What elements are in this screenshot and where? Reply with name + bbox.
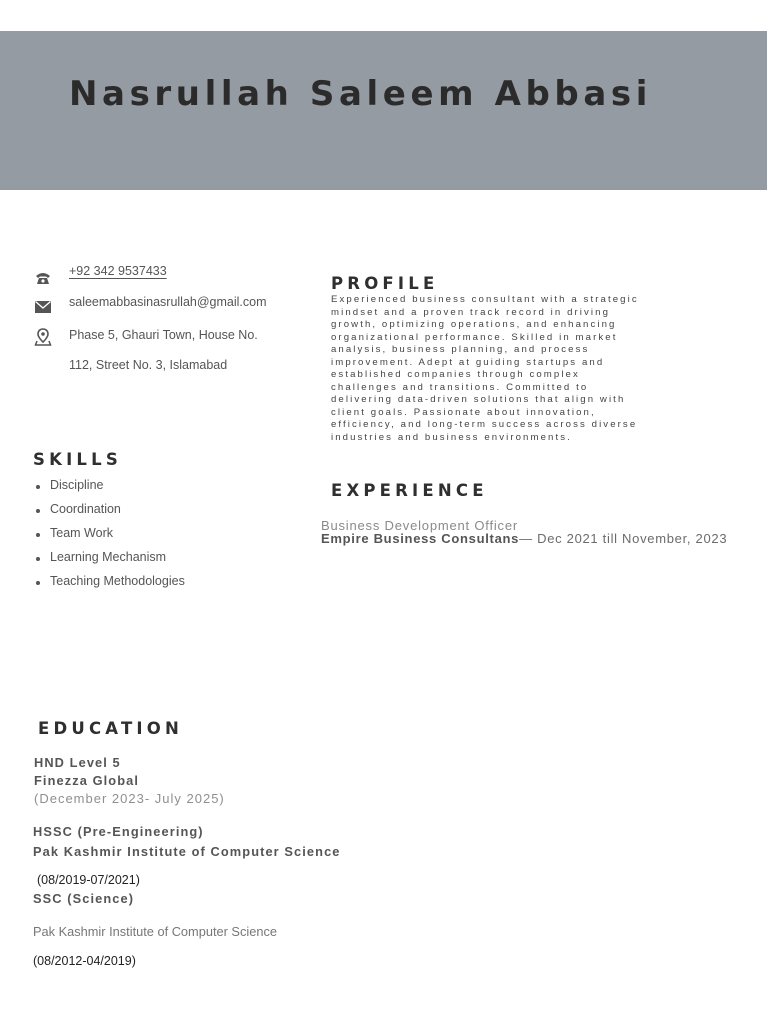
job-title: Business Development Officer (321, 518, 519, 533)
experience-heading: EXPERIENCE (331, 481, 488, 500)
skill-item: Coordination (36, 500, 185, 524)
skill-item: Learning Mechanism (36, 548, 185, 572)
skill-item: Team Work (36, 524, 185, 548)
phone-link[interactable]: +92 342 9537433 (69, 264, 167, 278)
candidate-name: Nasrullah Saleem Abbasi (69, 74, 652, 114)
job-company-line (321, 531, 727, 546)
ssc-period: (08/2012-04/2019) (33, 954, 136, 968)
address-line-2: 112, Street No. 3, Islamabad (69, 358, 228, 372)
skills-heading: SKILLS (33, 450, 122, 469)
skill-item: Discipline (36, 476, 185, 500)
skill-item: Teaching Methodologies (36, 572, 185, 596)
hssc-degree: HSSC (Pre-Engineering) (33, 824, 204, 839)
hssc-period: (08/2019-07/2021) (37, 873, 140, 887)
ssc-institute: Pak Kashmir Institute of Computer Science (33, 924, 277, 939)
mail-icon (33, 297, 53, 317)
hnd-institute: Finezza Global (34, 773, 139, 788)
email-address: saleemabbasinasrullah@gmail.com (69, 295, 267, 309)
company-name: Empire Business Consultans (321, 531, 520, 546)
skills-list (36, 476, 185, 596)
phone-icon (33, 268, 53, 288)
ssc-degree: SSC (Science) (33, 891, 135, 906)
profile-heading: PROFILE (331, 274, 439, 293)
hnd-period: (December 2023- July 2025) (34, 791, 225, 806)
hssc-institute: Pak Kashmir Institute of Computer Science (33, 844, 341, 859)
address-line-1: Phase 5, Ghauri Town, House No. (69, 328, 258, 342)
job-period: — Dec 2021 till November, 2023 (519, 531, 728, 546)
hnd-degree: HND Level 5 (34, 755, 121, 770)
education-heading: EDUCATION (38, 719, 183, 738)
location-pin-icon (33, 327, 53, 347)
profile-summary: Experienced business consultant with a strategic mindset and a proven track record in driving growth, optimizing operations, and enhancing organizational performance. Skilled in market analysis, business planning, and process improvement. Adept at guiding startups and established companies through complex challenges and transitions. Committed to delivering data-driven solutions that align with client goals. Passionate about innovation, efficiency, and long-term success across diverse industries and business environments. (331, 294, 639, 443)
